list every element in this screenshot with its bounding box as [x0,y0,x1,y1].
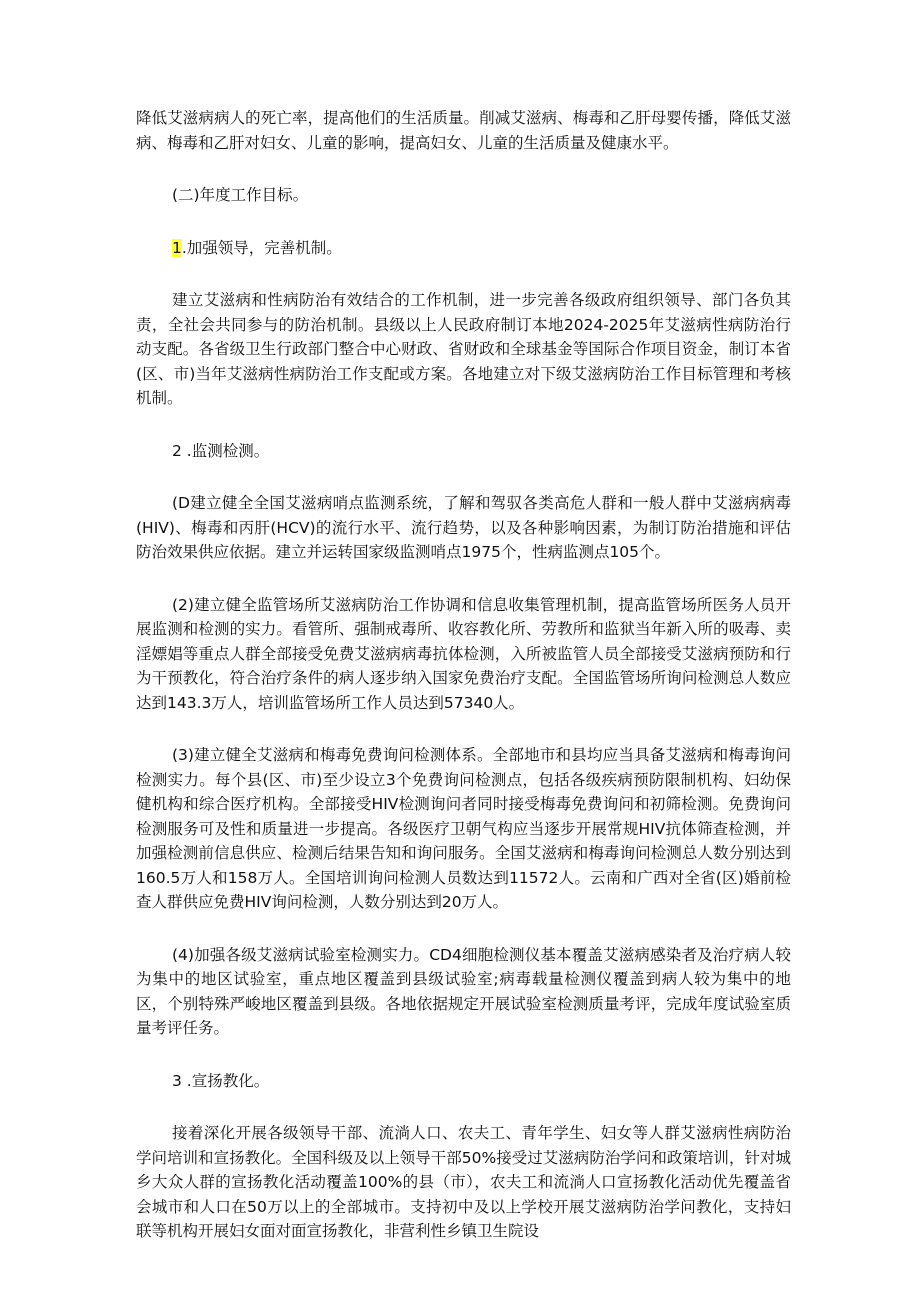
section-1-paragraph: 建立艾滋病和性病防治有效结合的工作机制，进一步完善各级政府组织领导、部门各负其责，全社会共同参与的防治机制。县级以上人民政府制订本地2024-2025年艾滋病性病防治行动支配。各省级卫生行政部门整合中心财政、省财政和全球基金等国际合作项目资金，制订本省(区、市)当年艾滋病性病防治工作支配或方案。各地建立对下级艾滋病防治工作目标管理和考核机制。 [136,291,791,407]
section-2-heading: 2 .监测检测。 [172,441,270,460]
annual-goals-heading: (二)年度工作目标。 [172,186,309,204]
section-3-paragraph: 接着深化开展各级领导干部、流淌人口、农夫工、青年学生、妇女等人群艾滋病性病防治学问培训和宣扬教化。全国科级及以上领导干部50%接受过艾滋病防治学问和政策培训，针对城乡大众人群的宣扬教化活动覆盖100%的县（市），农夫工和流淌人口宣扬教化活动优先覆盖省会城市和人口在50万以上的全部城市。支持初中及以上学校开展艾滋病防治学问教化，支持妇联等机构开展妇女面对面宣扬教化，非营利性乡镇卫生院设 [136,1124,791,1240]
section-3-heading: 3 .宣扬教化。 [172,1071,270,1090]
document-page [136,100,791,1272]
section-2-item-2: (2)建立健全监管场所艾滋病防治工作协调和信息收集管理机制，提高监管场所医务人员开展监测和检测的实力。看管所、强制戒毒所、收容教化所、劳教所和监狱当年新入所的吸毒、卖淫嫖娼等重点人群全部接受免费艾滋病病毒抗体检测，入所被监管人员全部接受艾滋病预防和行为干预教化，符合治疗条件的病人逐步纳入国家免费治疗支配。全国监管场所询问检测总人数应达到143.3万人，培训监管场所工作人员达到57340人。 [136,595,791,712]
section-2-item-3: (3)建立健全艾滋病和梅毒免费询问检测体系。全部地市和县均应当具备艾滋病和梅毒询问检测实力。每个县(区、市)至少设立3个免费询问检测点，包括各级疾病预防限制机构、妇幼保健机构和综合医疗机构。全部接受HIV检测询问者同时接受梅毒免费询问和初筛检测。免费询问检测服务可及性和质量进一步提高。各级医疗卫朝气构应当逐步开展常规HIV抗体筛查检测，并加强检测前信息供应、检测后结果告知和询问服务。全国艾滋病和梅毒询问检测总人数分别达到160.5万人和158万人。全国培训询问检测人员数达到11572人。云南和广西对全省(区)婚前检查人群供应免费HIV询问检测，人数分别达到20万人。 [136,746,791,911]
section-1-heading [136,236,791,261]
intro-paragraph: 降低艾滋病病人的死亡率，提高他们的生活质量。削减艾滋病、梅毒和乙肝母婴传播，降低艾滋病、梅毒和乙肝对妇女、儿童的影响，提高妇女、儿童的生活质量及健康水平。 [136,109,791,152]
section-1-title: .加强领导，完善机制。 [181,238,342,257]
section-2-item-4: (4)加强各级艾滋病试验室检测实力。CD4细胞检测仪基本覆盖艾滋病感染者及治疗病人较为集中的地区试验室，重点地区覆盖到县级试验室;病毒载量检测仪覆盖到病人较为集中的地区，个别特殊严峻地区覆盖到县级。各地依据规定开展试验室检测质量考评，完成年度试验室质量考评任务。 [136,945,791,1037]
highlighted-section-number: 1 [172,238,182,257]
section-2-item-1: (D建立健全全国艾滋病哨点监测系统，了解和驾驭各类高危人群和一般人群中艾滋病病毒(HIV)、梅毒和丙肝(HCV)的流行水平、流行趋势，以及各种影响因素，为制订防治措施和评估防治效果供应依据。建立并运转国家级监测哨点1975个，性病监测点105个。 [136,494,791,561]
